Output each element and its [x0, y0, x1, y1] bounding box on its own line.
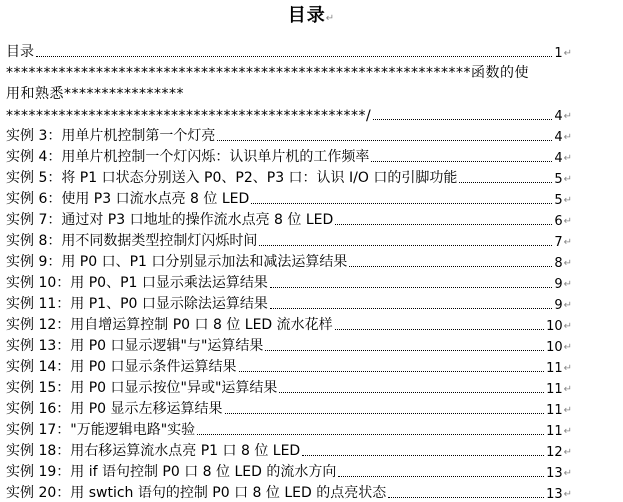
- toc-entry-label: 实例 5：将 P1 口状态分别送入 P0、P2、P3 口：认识 I/O 口的引脚功能: [6, 170, 458, 186]
- toc-entry-page: 10: [546, 319, 563, 334]
- paragraph-mark-icon: ↵: [325, 13, 336, 24]
- dot-leader: [279, 391, 544, 393]
- dot-leader: [373, 118, 552, 120]
- dot-leader: [338, 475, 544, 477]
- toc-entry[interactable]: [6, 481, 572, 502]
- toc-entry[interactable]: [6, 271, 572, 292]
- toc-entry-label: 实例 11：用 P1、P0 口显示除法运算结果: [6, 296, 268, 312]
- dot-leader: [239, 370, 545, 372]
- paragraph-mark-icon: ↵: [563, 237, 572, 248]
- dot-leader: [371, 160, 552, 162]
- toc-entry[interactable]: [6, 376, 572, 397]
- toc-entry[interactable]: [6, 40, 572, 61]
- toc-entry-label: 实例 17："万能逻辑电路"实验: [6, 422, 196, 438]
- dot-leader: [270, 286, 552, 288]
- toc-entry[interactable]: [6, 145, 572, 166]
- dot-leader: [270, 307, 552, 309]
- dot-leader: [251, 202, 552, 204]
- toc-entry-label: 实例 13：用 P0 口显示逻辑"与"运算结果: [6, 338, 264, 354]
- paragraph-mark-icon: ↵: [563, 174, 572, 185]
- paragraph-mark-icon: ↵: [563, 384, 572, 395]
- dot-leader: [335, 328, 544, 330]
- dot-leader: [335, 223, 552, 225]
- toc-entry[interactable]: [6, 418, 572, 439]
- toc-entry-label: 实例 16：用 P0 显示左移运算结果: [6, 401, 223, 417]
- dot-leader: [459, 181, 552, 183]
- toc-entry-page: 8: [554, 256, 563, 271]
- toc-entry-page: 4: [554, 151, 563, 166]
- toc-title: [0, 4, 623, 31]
- paragraph-mark-icon: ↵: [563, 153, 572, 164]
- paragraph-mark-icon: ↵: [563, 48, 572, 59]
- toc-entry-page: 4: [554, 109, 563, 124]
- paragraph-mark-icon: ↵: [563, 342, 572, 353]
- dot-leader: [265, 349, 544, 351]
- dot-leader: [217, 139, 552, 141]
- toc-list: [6, 40, 572, 502]
- dot-leader: [349, 265, 552, 267]
- toc-entry-page: 13: [546, 487, 563, 502]
- toc-entry-label: 实例 18：用右移运算流水点亮 P1 口 8 位 LED: [6, 443, 301, 459]
- toc-entry[interactable]: [6, 124, 572, 145]
- toc-entry[interactable]: [6, 229, 572, 250]
- toc-entry-page: 5: [554, 193, 563, 208]
- toc-entry-label: 实例 15：用 P0 口显示按位"异或"运算结果: [6, 380, 278, 396]
- paragraph-mark-icon: ↵: [563, 132, 572, 143]
- paragraph-mark-icon: ↵: [563, 321, 572, 332]
- toc-entry-label: 目录: [6, 44, 34, 60]
- toc-entry-label: 实例 7：通过对 P3 口地址的操作流水点亮 8 位 LED: [6, 212, 334, 228]
- toc-entry-page: 1: [554, 46, 563, 61]
- toc-entry-page: 9: [554, 277, 563, 292]
- paragraph-mark-icon: ↵: [563, 300, 572, 311]
- toc-entry-label: 用和熟悉****************: [6, 86, 184, 102]
- dot-leader: [302, 454, 544, 456]
- toc-entry-page: 11: [546, 403, 563, 418]
- toc-entry[interactable]: [6, 187, 572, 208]
- toc-entry-page: 13: [546, 466, 563, 481]
- dot-leader: [36, 55, 552, 57]
- toc-entry-label: 实例 6：使用 P3 口流水点亮 8 位 LED: [6, 191, 250, 207]
- toc-entry[interactable]: [6, 355, 572, 376]
- toc-entry-label: 实例 14：用 P0 口显示条件运算结果: [6, 359, 237, 375]
- paragraph-mark-icon: ↵: [563, 363, 572, 374]
- paragraph-mark-icon: ↵: [563, 447, 572, 458]
- toc-title-text: 目录: [287, 5, 326, 26]
- dot-leader: [388, 496, 544, 498]
- paragraph-mark-icon: ↵: [563, 216, 572, 227]
- toc-entry[interactable]: [6, 166, 572, 187]
- paragraph-mark-icon: ↵: [563, 489, 572, 500]
- toc-entry[interactable]: [6, 460, 572, 481]
- toc-entry-label: ************************************************/: [6, 108, 372, 124]
- toc-entry-label: 实例 9：用 P0 口、P1 口分别显示加法和减法运算结果: [6, 254, 348, 270]
- paragraph-mark-icon: ↵: [563, 426, 572, 437]
- paragraph-mark-icon: ↵: [563, 279, 572, 290]
- toc-entry-page: 11: [546, 424, 563, 439]
- toc-entry[interactable]: [6, 292, 572, 313]
- paragraph-mark-icon: ↵: [563, 258, 572, 269]
- toc-entry-page: 10: [546, 340, 563, 355]
- paragraph-mark-icon: ↵: [563, 405, 572, 416]
- toc-entry-page: 7: [554, 235, 563, 250]
- toc-entry[interactable]: [6, 250, 572, 271]
- dot-leader: [197, 433, 544, 435]
- dot-leader: [225, 412, 545, 414]
- toc-entry[interactable]: [6, 208, 572, 229]
- toc-entry-page: 4: [554, 130, 563, 145]
- toc-entry-page: 6: [554, 214, 563, 229]
- toc-entry-label: 实例 12：用自增运算控制 P0 口 8 位 LED 流水花样: [6, 317, 333, 333]
- toc-entry-label: 实例 19：用 if 语句控制 P0 口 8 位 LED 的流水方向: [6, 464, 337, 480]
- toc-entry-label: 实例 4：用单片机控制一个灯闪烁：认识单片机的工作频率: [6, 149, 370, 165]
- toc-entry[interactable]: [6, 313, 572, 334]
- toc-entry-wrapped-line2[interactable]: [6, 82, 572, 103]
- dot-leader: [259, 244, 552, 246]
- toc-entry-label: 实例 3：用单片机控制第一个灯亮: [6, 128, 216, 144]
- toc-entry-label: 实例 20：用 swtich 语句的控制 P0 口 8 位 LED 的点亮状态: [6, 485, 387, 501]
- toc-entry-page: 11: [546, 361, 563, 376]
- paragraph-mark-icon: ↵: [563, 195, 572, 206]
- toc-entry-label: 实例 8：用不同数据类型控制灯闪烁时间: [6, 233, 258, 249]
- toc-entry[interactable]: [6, 103, 572, 124]
- paragraph-mark-icon: ↵: [563, 468, 572, 479]
- toc-entry-label: 实例 10：用 P0、P1 口显示乘法运算结果: [6, 275, 268, 291]
- toc-entry[interactable]: [6, 397, 572, 418]
- toc-entry-wrapped-line1[interactable]: [6, 61, 572, 82]
- toc-entry[interactable]: [6, 334, 572, 355]
- toc-entry-label: **************************************************************函数的使: [6, 65, 529, 81]
- paragraph-mark-icon: ↵: [563, 111, 572, 122]
- toc-entry-page: 11: [546, 382, 563, 397]
- toc-entry-page: 9: [554, 298, 563, 313]
- toc-entry-page: 12: [546, 445, 563, 460]
- toc-entry[interactable]: [6, 439, 572, 460]
- toc-entry-page: 5: [554, 172, 563, 187]
